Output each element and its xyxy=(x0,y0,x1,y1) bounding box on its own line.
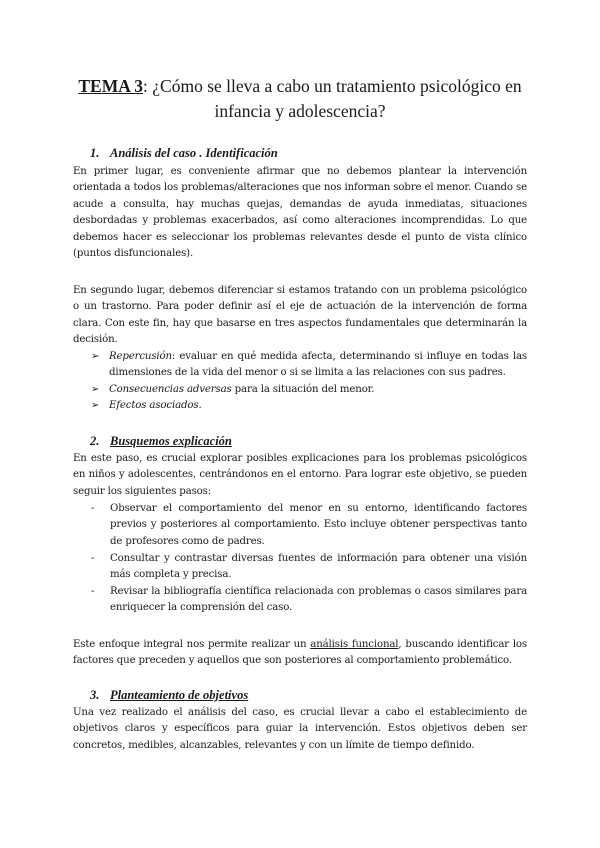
bullet-term: Consecuencias adversas xyxy=(109,384,232,395)
analisis-funcional-term: análisis funcional xyxy=(310,639,399,650)
bullet-dash-icon: - xyxy=(91,503,95,514)
bullet-text: Revisar la bibliografía científica relacionada con problemas o casos similares para enriquecer la comprensión del caso. xyxy=(110,586,527,614)
section-1-paragraph-2: En segundo lugar, debemos diferenciar si estamos tratando con un problema psicológico o un trastorno. Para poder definir así el eje de actuación de la intervención de forma clara. Con este fin, hay que basarse en tres aspectos fundamentales que determinarán la decisión. xyxy=(73,285,527,346)
bullet-text: : evaluar en qué medida afecta, determinando si influye en todas las dimensiones de la vida del menor o si se limita a las relaciones con sus padres. xyxy=(109,351,527,379)
bullet-term: Repercusión xyxy=(109,351,172,362)
title-colon: : xyxy=(143,76,148,96)
section-1-bullet-3 xyxy=(91,398,527,414)
section-2-number: 2. xyxy=(90,434,100,448)
closing-text-after: , buscando identificar los factores que preceden y aquellos que son posteriores al comportamiento problemático. xyxy=(73,639,527,667)
section-1-title: Análisis del caso . Identificación xyxy=(110,146,278,160)
section-1-bullet-2 xyxy=(91,382,527,398)
section-3-paragraph-1: Una vez realizado el análisis del caso, es crucial llevar a cabo el establecimiento de objetivos claros y específicos para guiar la intervención. Estos objetivos deben ser concretos, medibles, alcanzables, relevantes y con un límite de tiempo definido. xyxy=(73,707,527,751)
section-3-heading xyxy=(90,688,248,703)
section-1-bullet-1 xyxy=(91,349,527,382)
title-tema: TEMA 3 xyxy=(78,76,144,96)
section-3-number: 3. xyxy=(90,688,100,702)
bullet-dash-icon: - xyxy=(91,553,95,564)
bullet-arrow-icon: ➢ xyxy=(91,400,100,411)
bullet-text: Consultar y contrastar diversas fuentes de información para obtener una visión más completa y precisa. xyxy=(110,553,527,581)
page-title xyxy=(60,74,540,124)
bullet-arrow-icon: ➢ xyxy=(91,384,100,395)
bullet-text: para la situación del menor. xyxy=(231,384,375,395)
section-3-title: Planteamiento de objetivos xyxy=(110,688,249,702)
bullet-arrow-icon: ➢ xyxy=(91,351,100,362)
section-2-heading xyxy=(90,434,232,449)
bullet-dash-icon: - xyxy=(91,586,95,597)
section-1-paragraph-1: En primer lugar, es conveniente afirmar que no debemos plantear la intervención orientada a todos los problemas/alteraciones que nos informan sobre el menor. Cuando se acude a consulta, hay muchas quejas, demandas de ayuda inmediatas, situaciones desbordadas y problemas exacerbados, así como alteraciones incomprendidas. Lo que debemos hacer es seleccionar los problemas relevantes desde el punto de vista clínico (puntos disfuncionales). xyxy=(73,166,527,260)
section-1-heading xyxy=(90,146,278,161)
section-2-bullet-3 xyxy=(91,584,527,617)
bullet-text: Observar el comportamiento del menor en su entorno, identificando factores previos y posteriores al comportamiento. Esto incluye obtener perspectivas tanto de profesores como de padres. xyxy=(110,503,527,547)
title-text: ¿Cómo se lleva a cabo un tratamiento psicológico en infancia y adolescencia? xyxy=(147,76,522,121)
section-2-title: Busquemos explicación xyxy=(110,434,232,448)
closing-text-before: Este enfoque integral nos permite realizar un xyxy=(73,639,311,650)
section-2-paragraph-1: En este paso, es crucial explorar posibles explicaciones para los problemas psicológicos en niños y adolescentes, centrándonos en el entorno. Para lograr este objetivo, se pueden seguir los siguientes pasos: xyxy=(73,453,527,497)
bullet-term: Efectos asociados. xyxy=(109,400,202,411)
section-1-number: 1. xyxy=(90,146,100,160)
section-2-bullet-2 xyxy=(91,551,527,584)
section-2-bullet-1 xyxy=(91,501,527,550)
section-2-closing-paragraph xyxy=(73,637,527,670)
